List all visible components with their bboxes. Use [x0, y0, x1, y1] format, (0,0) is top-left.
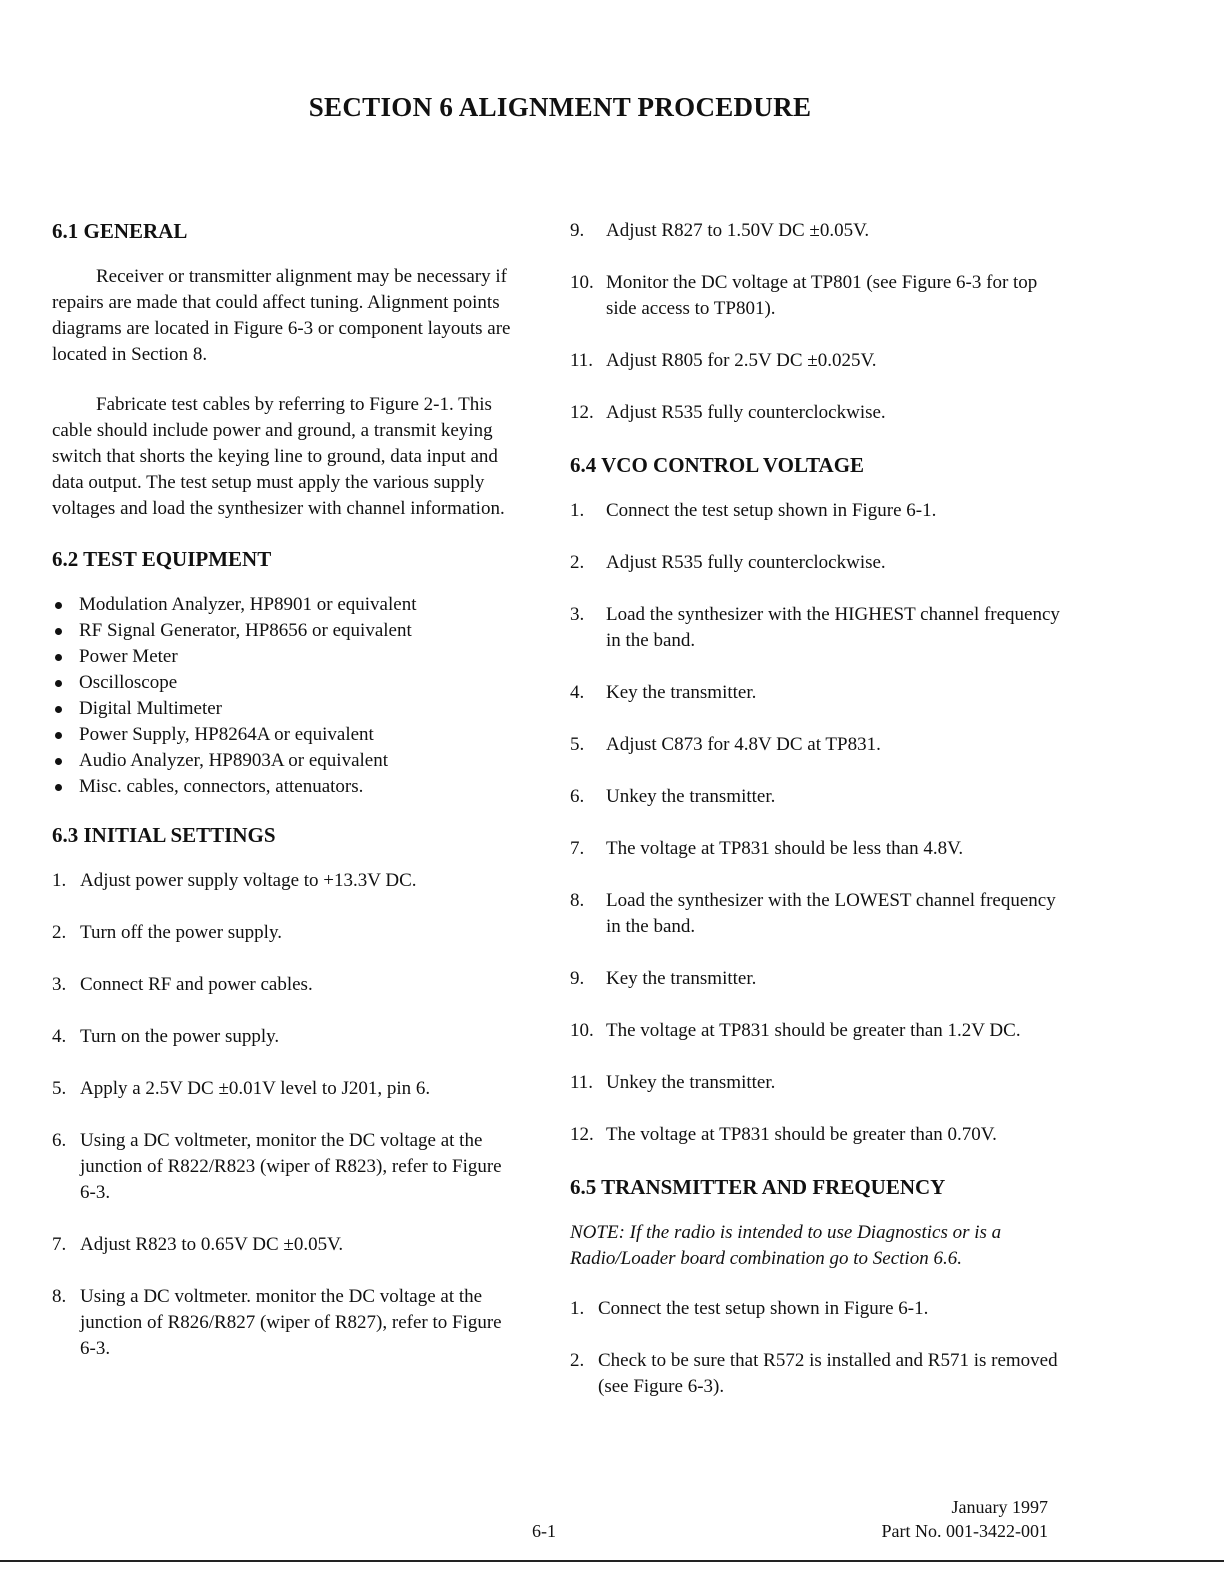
step-text: Unkey the transmitter. [606, 1072, 776, 1093]
step-item [52, 1284, 522, 1362]
step-number: 3. [570, 604, 585, 625]
step-item [570, 348, 1060, 374]
footer-date: January 1997 [951, 1497, 1048, 1517]
step-number: 4. [570, 682, 585, 703]
page-number: 6-1 [532, 1521, 556, 1541]
step-number: 7. [52, 1234, 67, 1255]
step-number: 5. [570, 734, 585, 755]
step-number: 1. [570, 1298, 585, 1319]
step-text: Connect the test setup shown in Figure 6-1. [598, 1298, 929, 1319]
step-item [52, 920, 522, 946]
step-text: Connect the test setup shown in Figure 6-1. [606, 500, 937, 521]
equipment-item: Audio Analyzer, HP8903A or equivalent [52, 748, 522, 774]
step-text: Load the synthesizer with the LOWEST channel frequency in the band. [606, 890, 1056, 937]
step-item [570, 784, 1060, 810]
step-text: Using a DC voltmeter. monitor the DC voltage at the junction of R826/R827 (wiper of R827), refer to Figure 6-3. [80, 1286, 502, 1359]
step-number: 10. [570, 1020, 594, 1041]
equipment-list [52, 592, 522, 800]
step-text: Monitor the DC voltage at TP801 (see Figure 6-3 for top side access to TP801). [606, 272, 1038, 319]
step-item [52, 1128, 522, 1206]
step-text: The voltage at TP831 should be greater than 0.70V. [606, 1124, 997, 1145]
step-text: Adjust R823 to 0.65V DC ±0.05V. [80, 1234, 344, 1255]
general-paragraph-2: Fabricate test cables by referring to Figure 2-1. This cable should include power and ground, a transmit keying switch that shorts the keying line to ground, data input and data output. The test setup must apply the various supply voltages and load the synthesizer with channel information. [52, 394, 505, 519]
step-number: 1. [570, 500, 585, 521]
step-number: 3. [52, 974, 67, 995]
step-number: 12. [570, 1124, 594, 1145]
step-item [570, 1018, 1060, 1044]
page-title: SECTION 6 ALIGNMENT PROCEDURE [308, 92, 812, 122]
step-item [570, 966, 1060, 992]
general-heading: 6.1 GENERAL [52, 219, 188, 243]
step-number: 2. [52, 922, 67, 943]
initial-settings-steps [52, 868, 522, 1362]
step-item [570, 400, 1060, 426]
step-number: 6. [570, 786, 585, 807]
step-item [52, 1076, 522, 1102]
step-item [570, 270, 1060, 322]
step-number: 9. [570, 220, 585, 241]
transmitter-note: NOTE: If the radio is intended to use Diagnostics or is a Radio/Loader board combination go to Section 6.6. [570, 1222, 1002, 1269]
step-item [570, 1070, 1060, 1096]
equipment-item: RF Signal Generator, HP8656 or equivalent [52, 618, 522, 644]
bottom-rule [0, 1560, 1224, 1562]
step-text: Check to be sure that R572 is installed and R571 is removed (see Figure 6-3). [598, 1350, 1058, 1397]
part-number: Part No. 001-3422-001 [881, 1521, 1048, 1541]
step-text: Turn off the power supply. [80, 922, 282, 943]
step-number: 5. [52, 1078, 67, 1099]
step-item [570, 1348, 1060, 1400]
step-text: Using a DC voltmeter, monitor the DC voltage at the junction of R822/R823 (wiper of R823), refer to Figure 6-3. [80, 1130, 502, 1203]
step-text: Apply a 2.5V DC ±0.01V level to J201, pin 6. [80, 1078, 431, 1099]
general-paragraph-1: Receiver or transmitter alignment may be necessary if repairs are made that could affect tuning. Alignment points diagrams are located in Figure 6-3 or component layouts are located in Section 8. [52, 266, 511, 365]
step-number: 2. [570, 1350, 585, 1371]
step-text: The voltage at TP831 should be less than 4.8V. [606, 838, 964, 859]
equipment-item: Power Supply, HP8264A or equivalent [52, 722, 522, 748]
right-column [570, 218, 1060, 1426]
equipment-item: Misc. cables, connectors, attenuators. [52, 774, 522, 800]
step-item [570, 602, 1060, 654]
step-number: 2. [570, 552, 585, 573]
step-number: 10. [570, 272, 594, 293]
step-text: Unkey the transmitter. [606, 786, 776, 807]
transmitter-steps [570, 1296, 1060, 1400]
initial-settings-steps-continued [570, 218, 1060, 426]
step-text: Key the transmitter. [606, 968, 757, 989]
step-text: Connect RF and power cables. [80, 974, 313, 995]
vco-heading: 6.4 VCO CONTROL VOLTAGE [570, 453, 865, 477]
transmitter-heading: 6.5 TRANSMITTER AND FREQUENCY [570, 1175, 946, 1199]
step-item [570, 1122, 1060, 1148]
vco-steps [570, 498, 1060, 1148]
step-text: Adjust R535 fully counterclockwise. [606, 402, 886, 423]
step-item [52, 1232, 522, 1258]
step-text: Adjust power supply voltage to +13.3V DC. [80, 870, 417, 891]
step-item [570, 680, 1060, 706]
left-column [52, 218, 522, 1388]
equipment-item: Power Meter [52, 644, 522, 670]
step-text: Adjust R805 for 2.5V DC ±0.025V. [606, 350, 877, 371]
step-number: 12. [570, 402, 594, 423]
step-text: Adjust R535 fully counterclockwise. [606, 552, 886, 573]
equipment-heading: 6.2 TEST EQUIPMENT [52, 547, 272, 571]
step-item [570, 732, 1060, 758]
step-item [52, 972, 522, 998]
step-number: 1. [52, 870, 67, 891]
step-number: 7. [570, 838, 585, 859]
step-number: 11. [570, 350, 594, 371]
step-item [570, 1296, 1060, 1322]
step-number: 8. [570, 890, 585, 911]
step-item [570, 550, 1060, 576]
step-number: 8. [52, 1286, 67, 1307]
step-text: The voltage at TP831 should be greater than 1.2V DC. [606, 1020, 1021, 1041]
step-number: 9. [570, 968, 585, 989]
equipment-item: Digital Multimeter [52, 696, 522, 722]
step-item [570, 888, 1060, 940]
step-item [570, 218, 1060, 244]
equipment-item: Oscilloscope [52, 670, 522, 696]
step-item [570, 836, 1060, 862]
step-text: Load the synthesizer with the HIGHEST channel frequency in the band. [606, 604, 1060, 651]
step-number: 11. [570, 1072, 594, 1093]
step-number: 4. [52, 1026, 67, 1047]
step-item [570, 498, 1060, 524]
step-text: Key the transmitter. [606, 682, 757, 703]
step-number: 6. [52, 1130, 67, 1151]
step-item [52, 1024, 522, 1050]
equipment-item: Modulation Analyzer, HP8901 or equivalent [52, 592, 522, 618]
step-text: Adjust C873 for 4.8V DC at TP831. [606, 734, 881, 755]
initial-settings-heading: 6.3 INITIAL SETTINGS [52, 823, 276, 847]
step-item [52, 868, 522, 894]
step-text: Turn on the power supply. [80, 1026, 280, 1047]
step-text: Adjust R827 to 1.50V DC ±0.05V. [606, 220, 870, 241]
